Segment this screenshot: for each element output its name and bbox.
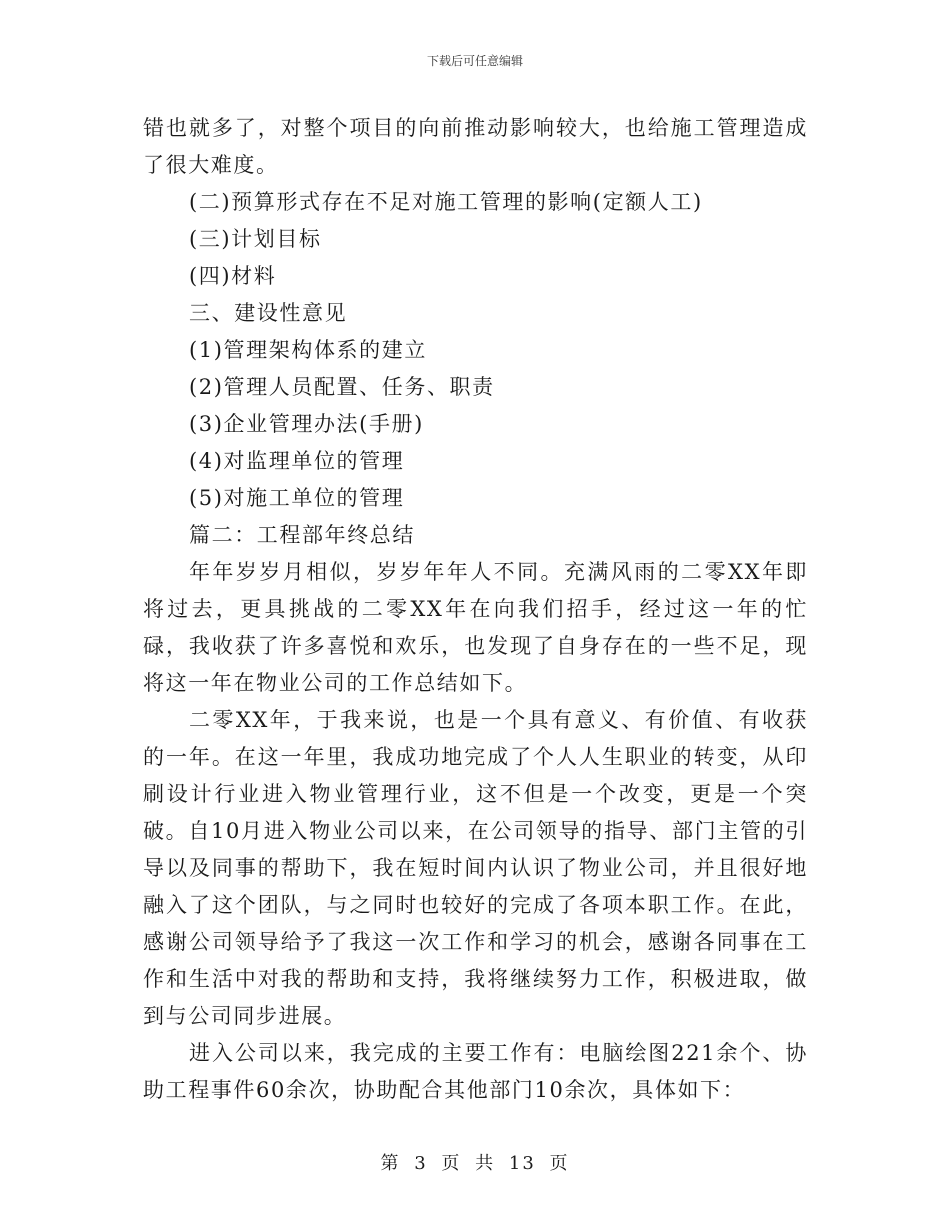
page-footer <box>0 1153 950 1175</box>
section-heading: (四)材料 <box>189 264 277 288</box>
section-heading: (二)预算形式存在不足对施工管理的影响(定额人工) <box>189 190 703 214</box>
paragraph: 错也就多了，对整个项目的向前推动影响较大，也给施工管理造成了很大难度。 <box>143 116 808 177</box>
list-item: (1)管理架构体系的建立 <box>189 338 427 362</box>
footer-total-pages: 13 <box>508 1153 536 1174</box>
footer-label-page: 第 <box>380 1153 401 1174</box>
paragraph: 进入公司以来，我完成的主要工作有：电脑绘图221余个、协助工程事件60余次，协助配合其他部门10余次，具体如下： <box>143 1041 808 1102</box>
footer-label-total-unit: 页 <box>549 1153 570 1174</box>
section-heading: 三、建设性意见 <box>189 301 348 325</box>
footer-current-page: 3 <box>414 1153 428 1174</box>
list-item: (2)管理人员配置、任务、职责 <box>189 375 495 399</box>
section-heading: (三)计划目标 <box>189 227 322 251</box>
page-header: 下载后可任意编辑 <box>426 54 523 68</box>
article-title: 篇二：工程部年终总结 <box>189 523 415 547</box>
paragraph: 二零XX年，于我来说，也是一个具有意义、有价值、有收获的一年。在这一年里，我成功地完成了个人人生职业的转变，从印刷设计行业进入物业管理行业，这不但是一个改变，更是一个突破。自10月进入物业公司以来，在公司领导的指导、部门主管的引导以及同事的帮助下，我在短时间内认识了物业公司，并且很好地融入了这个团队，与之同时也较好的完成了各项本职工作。在此，感谢公司领导给予了我这一次工作和学习的机会，感谢各同事在工作和生活中对我的帮助和支持，我将继续努力工作，积极进取，做到与公司同步进展。 <box>143 708 808 1028</box>
list-item: (5)对施工单位的管理 <box>189 486 405 510</box>
footer-label-total: 共 <box>475 1153 496 1174</box>
footer-label-page-unit: 页 <box>441 1153 462 1174</box>
list-item: (4)对监理单位的管理 <box>189 449 405 473</box>
paragraph: 年年岁岁月相似，岁岁年年人不同。充满风雨的二零XX年即将过去，更具挑战的二零XX年在向我们招手，经过这一年的忙碌，我收获了许多喜悦和欢乐，也发现了自身存在的一些不足，现将这一年在物业公司的工作总结如下。 <box>143 560 808 695</box>
document-body <box>143 110 808 1109</box>
list-item: (3)企业管理办法(手册) <box>189 412 424 436</box>
